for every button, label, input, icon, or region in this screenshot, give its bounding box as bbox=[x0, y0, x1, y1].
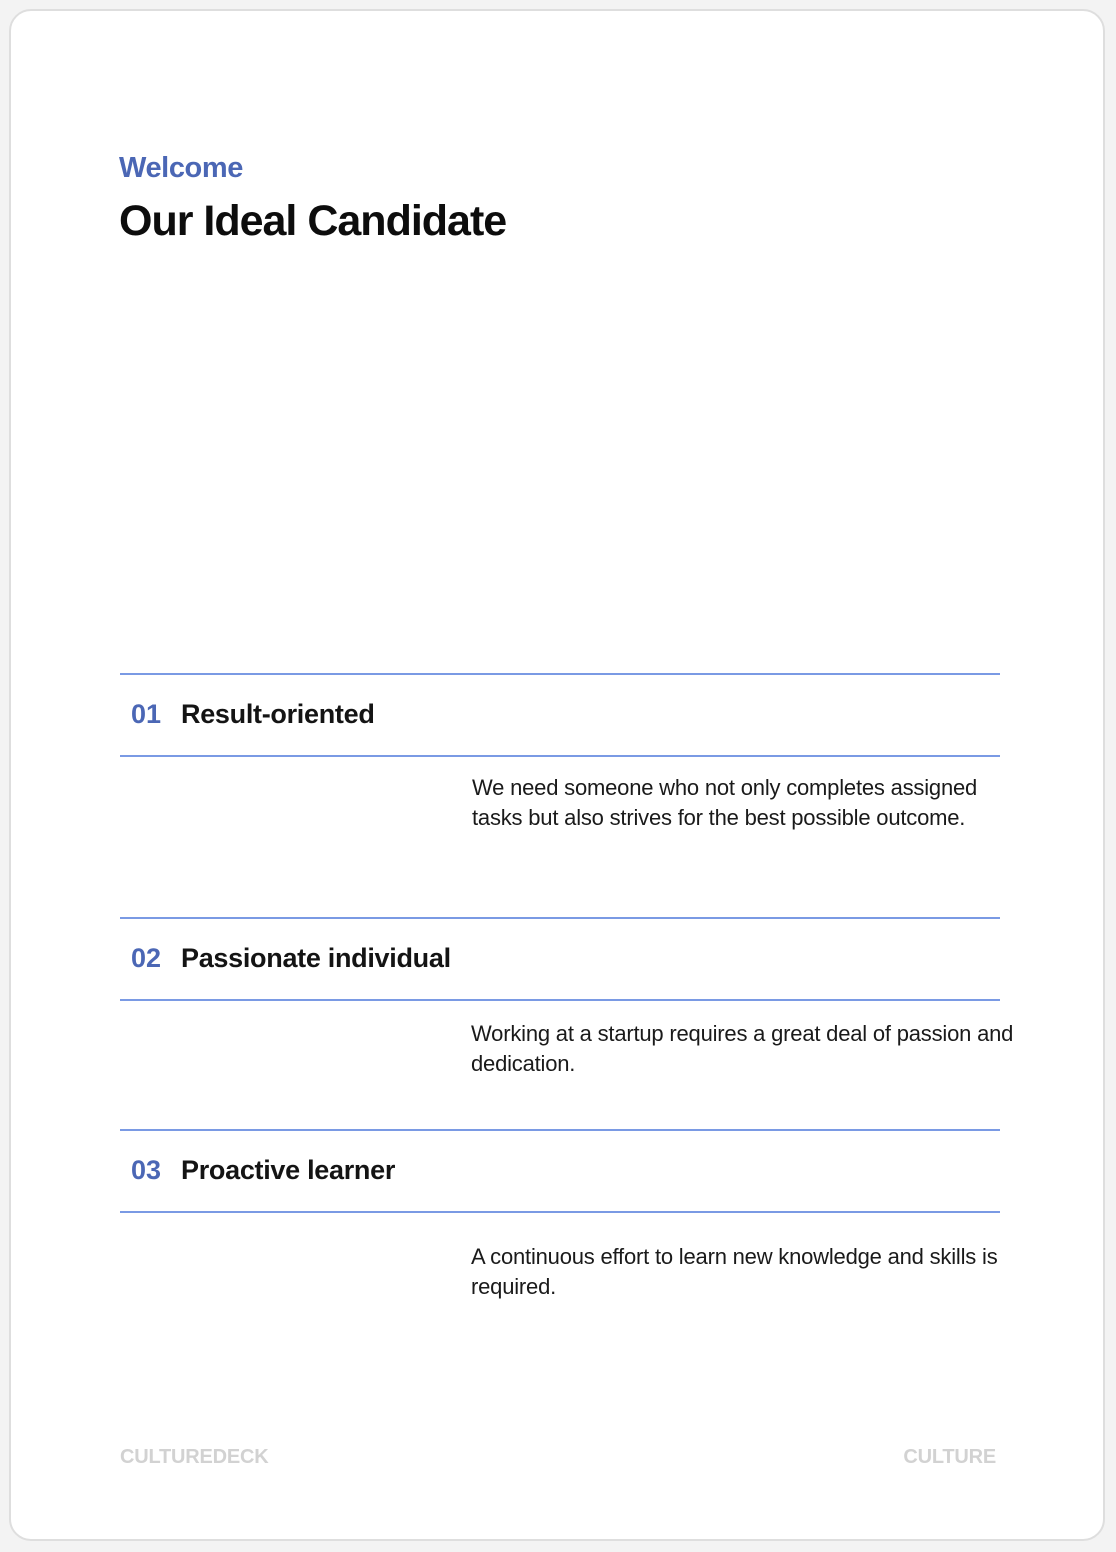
item-2-bottom-divider bbox=[120, 999, 1000, 1001]
footer-section-label: CULTURE bbox=[903, 1446, 996, 1468]
item-3-bottom-divider bbox=[120, 1211, 1000, 1213]
item-1-number: 01 bbox=[131, 699, 162, 729]
item-3-top-divider bbox=[120, 1129, 1000, 1131]
item-2-top-divider bbox=[120, 917, 1000, 919]
item-1-description: We need someone who not only completes assigned tasks but also strives for the best possible outcome. bbox=[472, 775, 978, 830]
section-eyebrow: Welcome bbox=[119, 152, 243, 184]
document-page bbox=[9, 9, 1105, 1541]
item-2-description: Working at a startup requires a great deal of passion and dedication. bbox=[471, 1021, 1014, 1076]
item-3-description: A continuous effort to learn new knowledge and skills is required. bbox=[471, 1244, 998, 1299]
item-1-top-divider bbox=[120, 673, 1000, 675]
page-title: Our Ideal Candidate bbox=[119, 197, 507, 245]
item-3-title: Proactive learner bbox=[181, 1155, 396, 1185]
footer-brand: CULTUREDECK bbox=[120, 1446, 269, 1468]
item-1-bottom-divider bbox=[120, 755, 1000, 757]
item-1-title: Result-oriented bbox=[181, 699, 375, 729]
item-2-title: Passionate individual bbox=[181, 943, 451, 973]
item-3-number: 03 bbox=[131, 1155, 162, 1185]
item-2-number: 02 bbox=[131, 943, 162, 973]
